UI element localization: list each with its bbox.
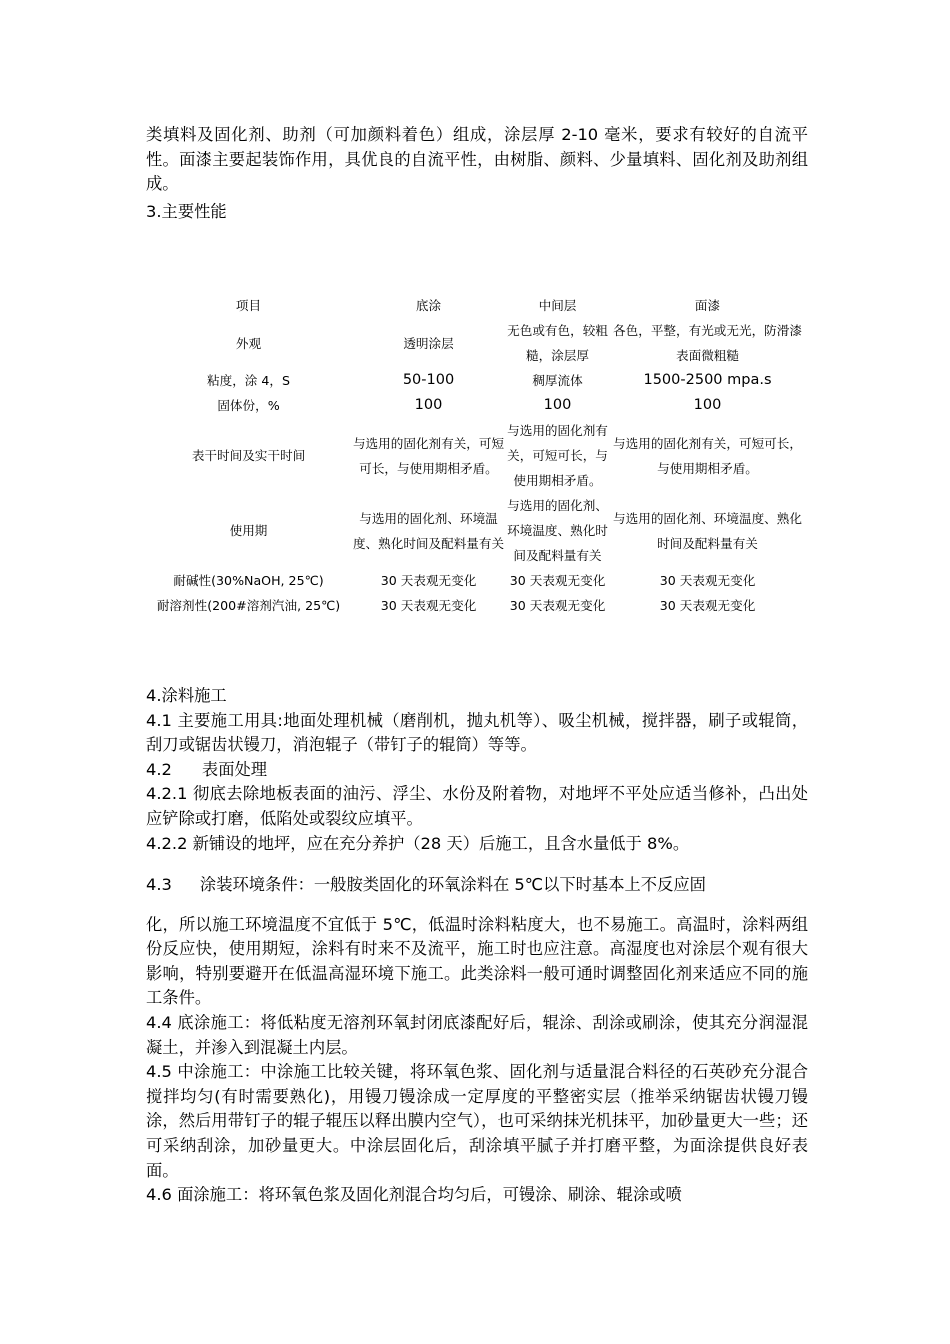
table-cell: 100 (414, 397, 443, 413)
table-cell: 30 天表观无变化 (509, 598, 606, 613)
table-row (146, 393, 806, 418)
table-cell: 稠厚流体 (532, 373, 583, 388)
table-header-cell: 中间层 (538, 298, 577, 313)
table-cell: 各色，平整，有光或无光，防滑漆表面微粗糙 (613, 323, 802, 363)
section-4 (146, 684, 808, 856)
properties-table (146, 293, 806, 618)
table-row (146, 568, 806, 593)
table-row (146, 493, 806, 568)
table-header-cell: 底涂 (415, 298, 442, 313)
table-cell: 50-100 (402, 372, 455, 388)
table-cell: 与选用的固化剂、环境温度、熟化时间及配料量有关 (507, 498, 608, 563)
table-cell: 30 天表观无变化 (509, 573, 606, 588)
table-cell: 透明涂层 (403, 335, 454, 351)
table-cell: 与选用的固化剂有关，可短可长，与使用期相矛盾。 (352, 435, 505, 476)
section-4-2-2: 4.2.2 新铺设的地坪，应在充分养护（28 天）后施工，且含水量低于 8%。 (146, 833, 690, 853)
table-cell: 粘度，涂 4，S (207, 373, 290, 388)
intro-paragraph (146, 123, 808, 197)
table-cell: 表干时间及实干时间 (191, 448, 306, 463)
table-cell: 1500-2500 mpa.s (643, 372, 772, 388)
section-4-2-title: 表面处理 (201, 759, 268, 779)
table-cell: 与选用的固化剂有关，可短可长，与使用期相矛盾。 (613, 435, 802, 476)
table-cell: 使用期 (229, 523, 268, 538)
table-cell: 外观 (235, 335, 262, 351)
table-cell: 与选用的固化剂、环境温度、熟化时间及配料量有关 (352, 510, 505, 551)
table-cell: 与选用的固化剂、环境温度、熟化时间及配料量有关 (613, 510, 802, 551)
table-cell: 无色或有色，较粗糙，涂层厚 (507, 323, 608, 363)
table-header-row (146, 293, 806, 318)
table-cell: 耐溶剂性(200#溶剂汽油, 25℃) (156, 598, 341, 613)
section-4-6: 4.6 面涂施工：将环氧色浆及固化剂混合均匀后，可镘涂、刷涂、辊涂或喷 (146, 1185, 682, 1205)
section-4-3-body: 化，所以施工环境温度不宜低于 5℃，低温时涂料粘度大，也不易施工。高温时，涂料两组份反应快，使用期短，涂料有时来不及流平，施工时也应注意。高湿度也对涂层个观有很大影响，特别要避开在低温高湿环境下施工。此类涂料一般可通时调整固化剂来适应不同的施工条件。 (146, 914, 808, 1008)
section-4-2-heading (146, 758, 808, 783)
intro-line-1: 类填料及固化剂、助剂（可加颜料着色）组成，涂层厚 2-10 毫米，要求有较 (146, 125, 724, 144)
table-cell: 耐碱性(30%NaOH, 25℃) (173, 573, 324, 588)
section-4-3-first-line (146, 873, 808, 898)
section-4-3 (146, 873, 808, 1208)
table-row (146, 318, 806, 368)
table-cell: 固体份，% (217, 398, 280, 413)
table-cell: 与选用的固化剂有关，可短可长，与使用期相矛盾。 (507, 423, 608, 488)
section-4-2-number: 4.2 (146, 759, 172, 779)
table-cell: 30 天表观无变化 (659, 573, 756, 588)
table-cell: 100 (693, 397, 722, 413)
table-cell: 30 天表观无变化 (380, 573, 477, 588)
section-4-3-number: 4.3 (146, 875, 172, 894)
intro-line-2: 好的自流平性。面漆主要起装饰作用，具优良的自流平性，由树脂、颜料、少 (146, 125, 808, 169)
table-cell: 100 (543, 397, 572, 413)
table-header-cell: 项目 (235, 298, 262, 313)
section-4-2-1: 4.2.1 彻底去除地板表面的油污、浮尘、水份及附着物，对地坪不平处应适当修补，凸出处应铲除或打磨，低陷处或裂纹应填平。 (146, 784, 808, 828)
table-row (146, 368, 806, 393)
section-4-title: 4.涂料施工 (146, 686, 227, 705)
section-4-1: 4.1 主要施工用具:地面处理机械（磨削机，抛丸机等）、吸尘机械，搅拌器，刷子或辊筒，刮刀或锯齿状镘刀，消泡辊子（带钉子的辊筒）等等。 (146, 710, 808, 755)
section-4-5: 4.5 中涂施工：中涂施工比较关键，将环氧色浆、固化剂与适量混合料径的石英砂充分混合搅拌均匀(有时需要熟化)，用镘刀镘涂成一定厚度的平整密实层（推举采纳锯齿状镘刀镘涂，然后用带钉子的辊子辊压以释出膜内空气），也可采纳抹光机抹平，加砂量更大一些；还可采纳刮涂，加砂量更大。中涂层固化后，刮涂填平腻子并打磨平整，为面涂提供良好表面。 (146, 1062, 808, 1180)
heading-main-properties: 3.主要性能 (146, 202, 227, 221)
intro-line-3: 量填料、固化剂及助剂组成。 (146, 149, 808, 194)
section-4-4: 4.4 底涂施工：将低粘度无溶剂环氧封闭底漆配好后，辊涂、刮涂或刷涂，使其充分润湿混凝土，并渗入到混凝土内层。 (146, 1012, 808, 1057)
section-4-3-lead: 涂装环境条件：一般胺类固化的环氧涂料在 5℃以下时基本上不反应固 (199, 875, 706, 894)
table-header-cell: 面漆 (694, 298, 721, 313)
table-cell: 30 天表观无变化 (380, 598, 477, 613)
table-row (146, 593, 806, 618)
table-row (146, 418, 806, 493)
table-cell: 30 天表观无变化 (659, 598, 756, 613)
